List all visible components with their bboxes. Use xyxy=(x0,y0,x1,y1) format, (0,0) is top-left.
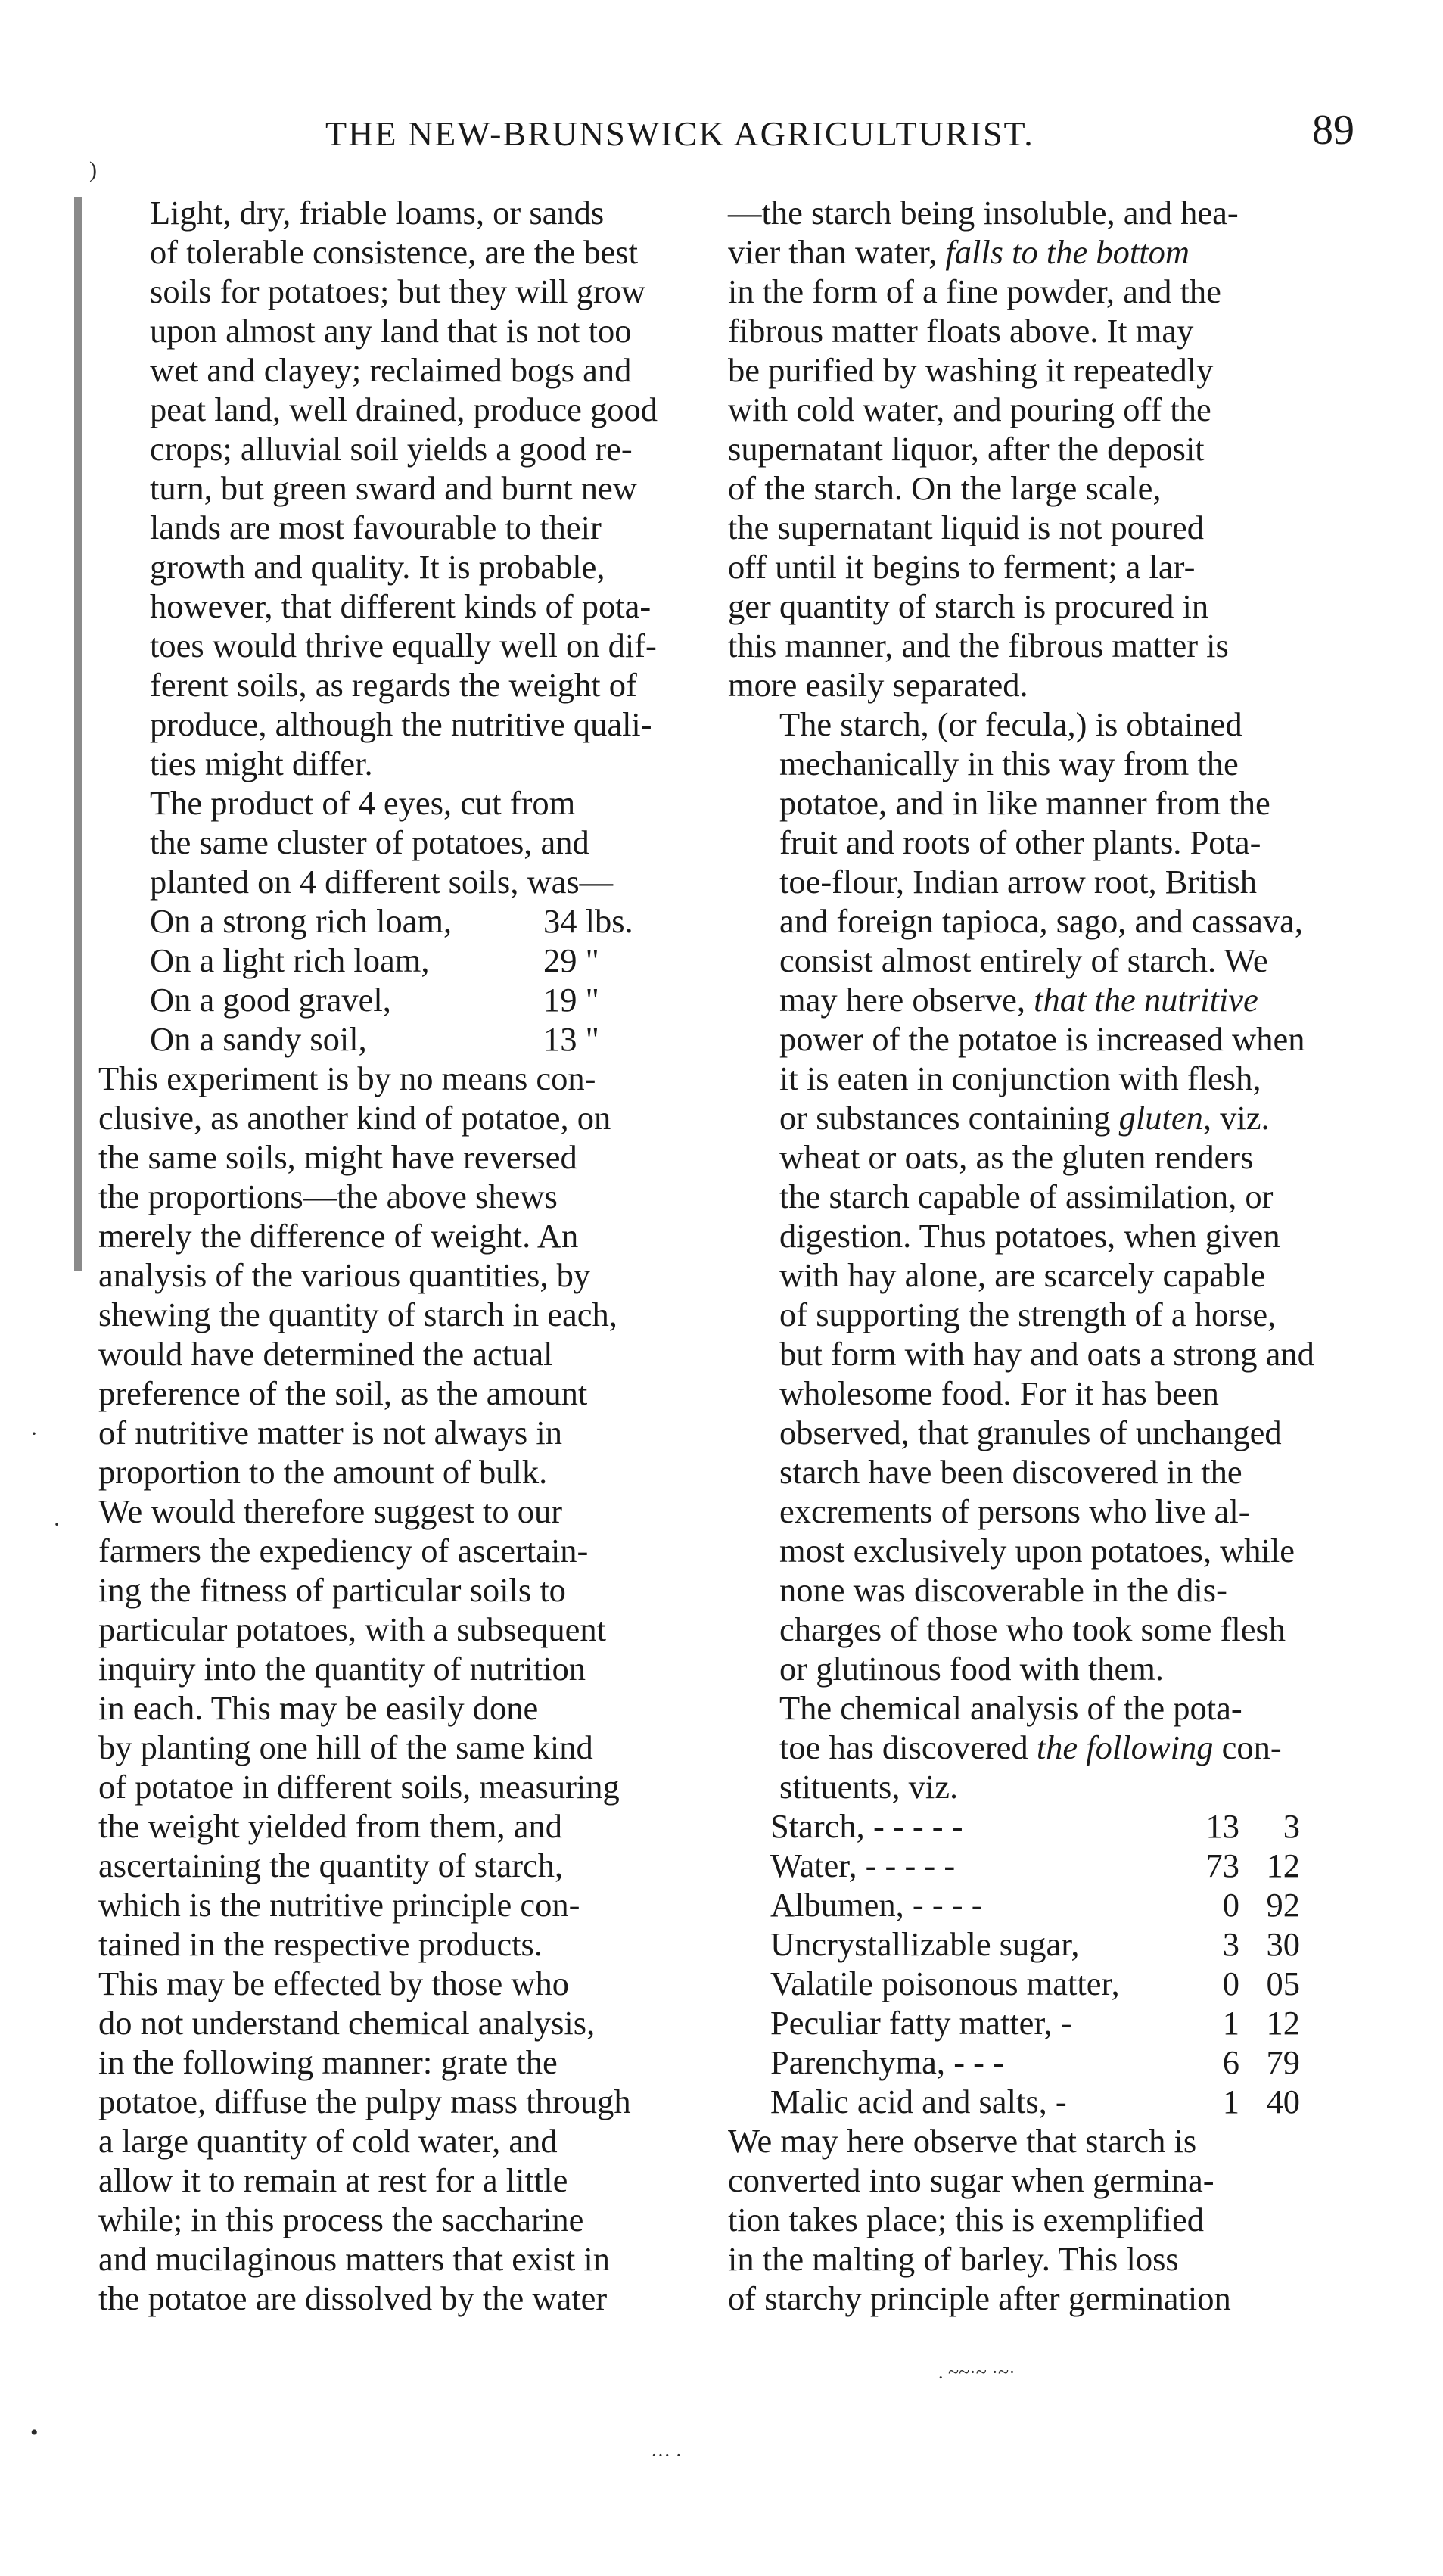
units-cell: 3 xyxy=(1222,1925,1239,1963)
text-line: tained in the respective products. xyxy=(98,1925,543,1963)
text-line: lands are most favourable to their xyxy=(150,509,602,546)
text-line xyxy=(728,232,1341,272)
text-line: observed, that granules of unchanged xyxy=(779,1414,1282,1451)
soil-cell: On a good gravel, xyxy=(150,981,391,1019)
text-line: in the form of a fine powder, and the xyxy=(728,272,1221,310)
constituent-name: Malic acid and salts, xyxy=(770,2083,1047,2120)
text-line: ascertaining the quantity of starch, xyxy=(98,1846,564,1884)
text-line: We would therefore suggest to our xyxy=(98,1492,563,1530)
text-line: This may be effected by those who xyxy=(98,1965,570,2002)
constituent-cell xyxy=(770,2082,1194,2121)
text-line: potatoe, and in like manner from the xyxy=(779,784,1270,822)
page-header xyxy=(98,107,1354,174)
text-line: the supernatant liquid is not poured xyxy=(728,509,1205,546)
text-line: turn, but green sward and burnt new xyxy=(150,469,637,507)
text-line: toes would thrive equally well on dif- xyxy=(150,627,657,664)
paragraph-chemical-analysis xyxy=(728,1688,1341,1806)
text-span: vier than water, xyxy=(728,233,946,271)
table-row xyxy=(150,941,633,980)
paragraph-germination xyxy=(728,2121,1341,2318)
constituent-name: Peculiar fatty matter, xyxy=(770,2004,1053,2042)
constituent-name: Water, xyxy=(770,1846,857,1884)
units-cell: 6 xyxy=(1222,2043,1239,2081)
text-line: The product of 4 eyes, cut from xyxy=(150,784,576,822)
constituent-cell xyxy=(770,1964,1194,2003)
text-line: merely the difference of weight. An xyxy=(98,1217,579,1255)
amount-cell: 34 lbs. xyxy=(543,902,633,940)
text-line: or glutinous food with them. xyxy=(779,1650,1165,1688)
text-line: be purified by washing it repeatedly xyxy=(728,351,1214,389)
text-line: the weight yielded from them, and xyxy=(98,1807,562,1845)
text-span: or substances containing xyxy=(779,1099,1119,1137)
text-line: the same cluster of potatoes, and xyxy=(150,823,589,861)
units-cell: 0 xyxy=(1222,1965,1239,2002)
dot-leader: - - - xyxy=(945,2043,1004,2081)
text-line: in the following manner: grate the xyxy=(98,2043,558,2081)
amount-cell: 13 " xyxy=(543,1020,599,1058)
text-line: peat land, well drained, produce good xyxy=(150,390,658,428)
units-cell: 1 xyxy=(1222,2004,1239,2042)
text-line: starch have been discovered in the xyxy=(779,1453,1242,1491)
units-cell: 73 xyxy=(1205,1846,1239,1884)
text-line: of the starch. On the large scale, xyxy=(728,469,1162,507)
text-line: fibrous matter floats above. It may xyxy=(728,312,1194,350)
text-line: wet and clayey; reclaimed bogs and xyxy=(150,351,632,389)
italic-span: that the nutritive xyxy=(1034,981,1258,1019)
text-line: wholesome food. For it has been xyxy=(779,1374,1219,1412)
text-line: tion takes place; this is exemplified xyxy=(728,2201,1205,2238)
text-line: ferent soils, as regards the weight of xyxy=(150,666,637,704)
text-line: while; in this process the saccharine xyxy=(98,2201,584,2238)
italic-span: the following xyxy=(1036,1728,1214,1766)
text-line: analysis of the various quantities, by xyxy=(98,1256,591,1294)
fraction-cell: 05 xyxy=(1266,1965,1300,2002)
text-line: of potatoe in different soils, measuring xyxy=(98,1768,620,1806)
bottom-speck: ··· · xyxy=(651,2444,683,2466)
page-number: 89 xyxy=(1312,107,1354,154)
text-line: farmers the expediency of ascertain- xyxy=(98,1532,589,1570)
text-line: but form with hay and oats a strong and xyxy=(779,1335,1314,1373)
table-row xyxy=(770,2003,1300,2042)
text-line: stituents, viz. xyxy=(779,1768,959,1806)
text-line: The chemical analysis of the pota- xyxy=(779,1689,1242,1727)
text-line: —the starch being insoluble, and hea- xyxy=(728,194,1239,232)
constituent-cell xyxy=(770,1806,1194,1846)
italic-span: gluten xyxy=(1118,1099,1203,1137)
table-row xyxy=(770,1846,1300,1885)
text-line: planted on 4 different soils, was— xyxy=(150,863,614,901)
text-line: power of the potatoe is increased when xyxy=(779,1020,1305,1058)
paragraph-experiment-discussion xyxy=(98,1059,704,2318)
fraction-cell: 30 xyxy=(1266,1925,1300,1963)
dot-leader: - - - - - xyxy=(857,1846,956,1884)
margin-speck: ) xyxy=(89,157,97,182)
text-line: wheat or oats, as the gluten renders xyxy=(779,1138,1254,1176)
paragraph-starch-separation xyxy=(728,193,1341,705)
text-line: particular potatoes, with a subsequent xyxy=(98,1610,607,1648)
text-line: Light, dry, friable loams, or sands xyxy=(150,194,605,232)
text-line: the proportions—the above shews xyxy=(98,1178,558,1215)
fraction-cell: 12 xyxy=(1266,2004,1300,2042)
text-line: of supporting the strength of a horse, xyxy=(779,1296,1277,1333)
text-line: produce, although the nutritive quali- xyxy=(150,705,652,743)
dot-leader: - xyxy=(1052,2004,1072,2042)
constituent-cell xyxy=(770,1924,1194,1964)
constituent-cell xyxy=(770,1846,1194,1885)
text-span: may here observe, xyxy=(779,981,1034,1019)
text-line: however, that different kinds of pota- xyxy=(150,587,652,625)
text-line: proportion to the amount of bulk. xyxy=(98,1453,548,1491)
units-cell: 0 xyxy=(1222,1886,1239,1924)
paragraph-fecula xyxy=(728,705,1341,1688)
constituent-name: Valatile poisonous matter, xyxy=(770,1965,1120,2002)
text-line: excrements of persons who live al- xyxy=(779,1492,1250,1530)
left-column xyxy=(98,193,704,2318)
right-column xyxy=(728,193,1341,2318)
text-line: soils for potatoes; but they will grow xyxy=(150,272,646,310)
text-line: The starch, (or fecula,) is obtained xyxy=(779,705,1242,743)
constituent-name: Uncrystallizable sugar, xyxy=(770,1925,1080,1963)
table-row xyxy=(770,2042,1300,2082)
text-line: with cold water, and pouring off the xyxy=(728,390,1211,428)
table-row xyxy=(770,1885,1300,1924)
text-line: most exclusively upon potatoes, while xyxy=(779,1532,1295,1570)
margin-speck: · xyxy=(53,1512,61,1537)
table-row xyxy=(150,901,633,941)
bottom-speck: . ~~·~ ·~· xyxy=(938,2361,1015,2383)
text-line: and mucilaginous matters that exist in xyxy=(98,2240,611,2278)
constituent-name: Albumen, xyxy=(770,1886,904,1924)
text-line: the starch capable of assimilation, or xyxy=(779,1178,1274,1215)
text-line: preference of the soil, as the amount xyxy=(98,1374,588,1412)
yield-table xyxy=(150,901,633,1059)
soil-cell: On a strong rich loam, xyxy=(150,902,452,940)
dot-leader: - - - - xyxy=(903,1886,983,1924)
text-line: converted into sugar when germina- xyxy=(728,2161,1214,2199)
constituent-name: Parenchyma, xyxy=(770,2043,946,2081)
text-line: the potatoe are dissolved by the water xyxy=(98,2279,608,2317)
text-line: digestion. Thus potatoes, when given xyxy=(779,1217,1280,1255)
table-row xyxy=(770,1806,1300,1846)
text-line: of nutritive matter is not always in xyxy=(98,1414,562,1451)
constituent-name: Starch, xyxy=(770,1807,865,1845)
text-line: toe-flour, Indian arrow root, British xyxy=(779,863,1257,901)
text-line: potatoe, diffuse the pulpy mass through xyxy=(98,2083,631,2120)
text-line: the same soils, might have reversed xyxy=(98,1138,577,1176)
table-row xyxy=(150,980,633,1019)
fraction-cell: 3 xyxy=(1283,1807,1300,1845)
constituents-table xyxy=(770,1806,1300,2121)
amount-cell: 19 " xyxy=(543,981,599,1019)
text-line: growth and quality. It is probable, xyxy=(150,548,605,586)
paragraph-experiment-intro xyxy=(98,783,704,901)
text-span: con- xyxy=(1213,1728,1282,1766)
text-line: by planting one hill of the same kind xyxy=(98,1728,593,1766)
margin-speck: • xyxy=(30,2420,39,2445)
text-line xyxy=(728,1098,1341,1137)
soil-cell: On a sandy soil, xyxy=(150,1020,367,1058)
text-line xyxy=(728,980,1341,1019)
text-line: upon almost any land that is not too xyxy=(150,312,632,350)
soil-cell: On a light rich loam, xyxy=(150,941,430,979)
text-line: supernatant liquor, after the deposit xyxy=(728,430,1205,468)
text-line: it is eaten in conjunction with flesh, xyxy=(779,1059,1261,1097)
text-span: toe has discovered xyxy=(779,1728,1037,1766)
text-line: off until it begins to ferment; a lar- xyxy=(728,548,1196,586)
text-line: a large quantity of cold water, and xyxy=(98,2122,558,2160)
italic-span: falls to the bottom xyxy=(945,233,1190,271)
units-cell: 1 xyxy=(1222,2083,1239,2120)
running-head: THE NEW-BRUNSWICK AGRICULTURIST. xyxy=(325,114,1034,153)
text-line: inquiry into the quantity of nutrition xyxy=(98,1650,586,1688)
fraction-cell: 40 xyxy=(1266,2083,1300,2120)
dot-leader: - - - - - xyxy=(864,1807,963,1845)
fraction-cell: 92 xyxy=(1266,1886,1300,1924)
paragraph-soils xyxy=(98,193,704,783)
fraction-cell: 12 xyxy=(1266,1846,1300,1884)
text-line: mechanically in this way from the xyxy=(779,745,1239,782)
text-line: with hay alone, are scarcely capable xyxy=(779,1256,1266,1294)
text-line: of tolerable consistence, are the best xyxy=(150,233,638,271)
constituent-cell xyxy=(770,1885,1194,1924)
text-line: clusive, as another kind of potatoe, on xyxy=(98,1099,611,1137)
text-line: more easily separated. xyxy=(728,666,1028,704)
text-line: which is the nutritive principle con- xyxy=(98,1886,580,1924)
text-line: and foreign tapioca, sago, and cassava, xyxy=(779,902,1303,940)
text-line: none was discoverable in the dis- xyxy=(779,1571,1227,1609)
text-line: ing the fitness of particular soils to xyxy=(98,1571,566,1609)
text-line: crops; alluvial soil yields a good re- xyxy=(150,430,633,468)
text-line: ties might differ. xyxy=(150,745,373,782)
table-row xyxy=(770,1964,1300,2003)
text-line: charges of those who took some flesh xyxy=(779,1610,1286,1648)
text-line: in each. This may be easily done xyxy=(98,1689,539,1727)
table-row xyxy=(150,1019,633,1059)
text-line: allow it to remain at rest for a little xyxy=(98,2161,568,2199)
amount-cell: 29 " xyxy=(543,941,599,979)
fraction-cell: 79 xyxy=(1266,2043,1300,2081)
text-line: would have determined the actual xyxy=(98,1335,553,1373)
units-cell: 13 xyxy=(1205,1807,1239,1845)
text-line: We may here observe that starch is xyxy=(728,2122,1197,2160)
text-line: in the malting of barley. This loss xyxy=(728,2240,1179,2278)
text-span: , viz. xyxy=(1202,1099,1270,1137)
text-line: This experiment is by no means con- xyxy=(98,1059,596,1097)
dot-leader: - xyxy=(1046,2083,1067,2120)
table-row xyxy=(770,2082,1300,2121)
binding-margin-mark xyxy=(74,197,82,1271)
text-line: fruit and roots of other plants. Pota- xyxy=(779,823,1261,861)
text-line: ger quantity of starch is procured in xyxy=(728,587,1209,625)
margin-speck: · xyxy=(30,1421,38,1446)
text-line: of starchy principle after germination xyxy=(728,2279,1231,2317)
text-line xyxy=(728,1728,1341,1767)
text-line: this manner, and the fibrous matter is xyxy=(728,627,1229,664)
table-row xyxy=(770,1924,1300,1964)
text-line: do not understand chemical analysis, xyxy=(98,2004,596,2042)
constituent-cell xyxy=(770,2042,1194,2082)
text-line: shewing the quantity of starch in each, xyxy=(98,1296,617,1333)
constituent-cell xyxy=(770,2003,1194,2042)
text-line: consist almost entirely of starch. We xyxy=(779,941,1268,979)
